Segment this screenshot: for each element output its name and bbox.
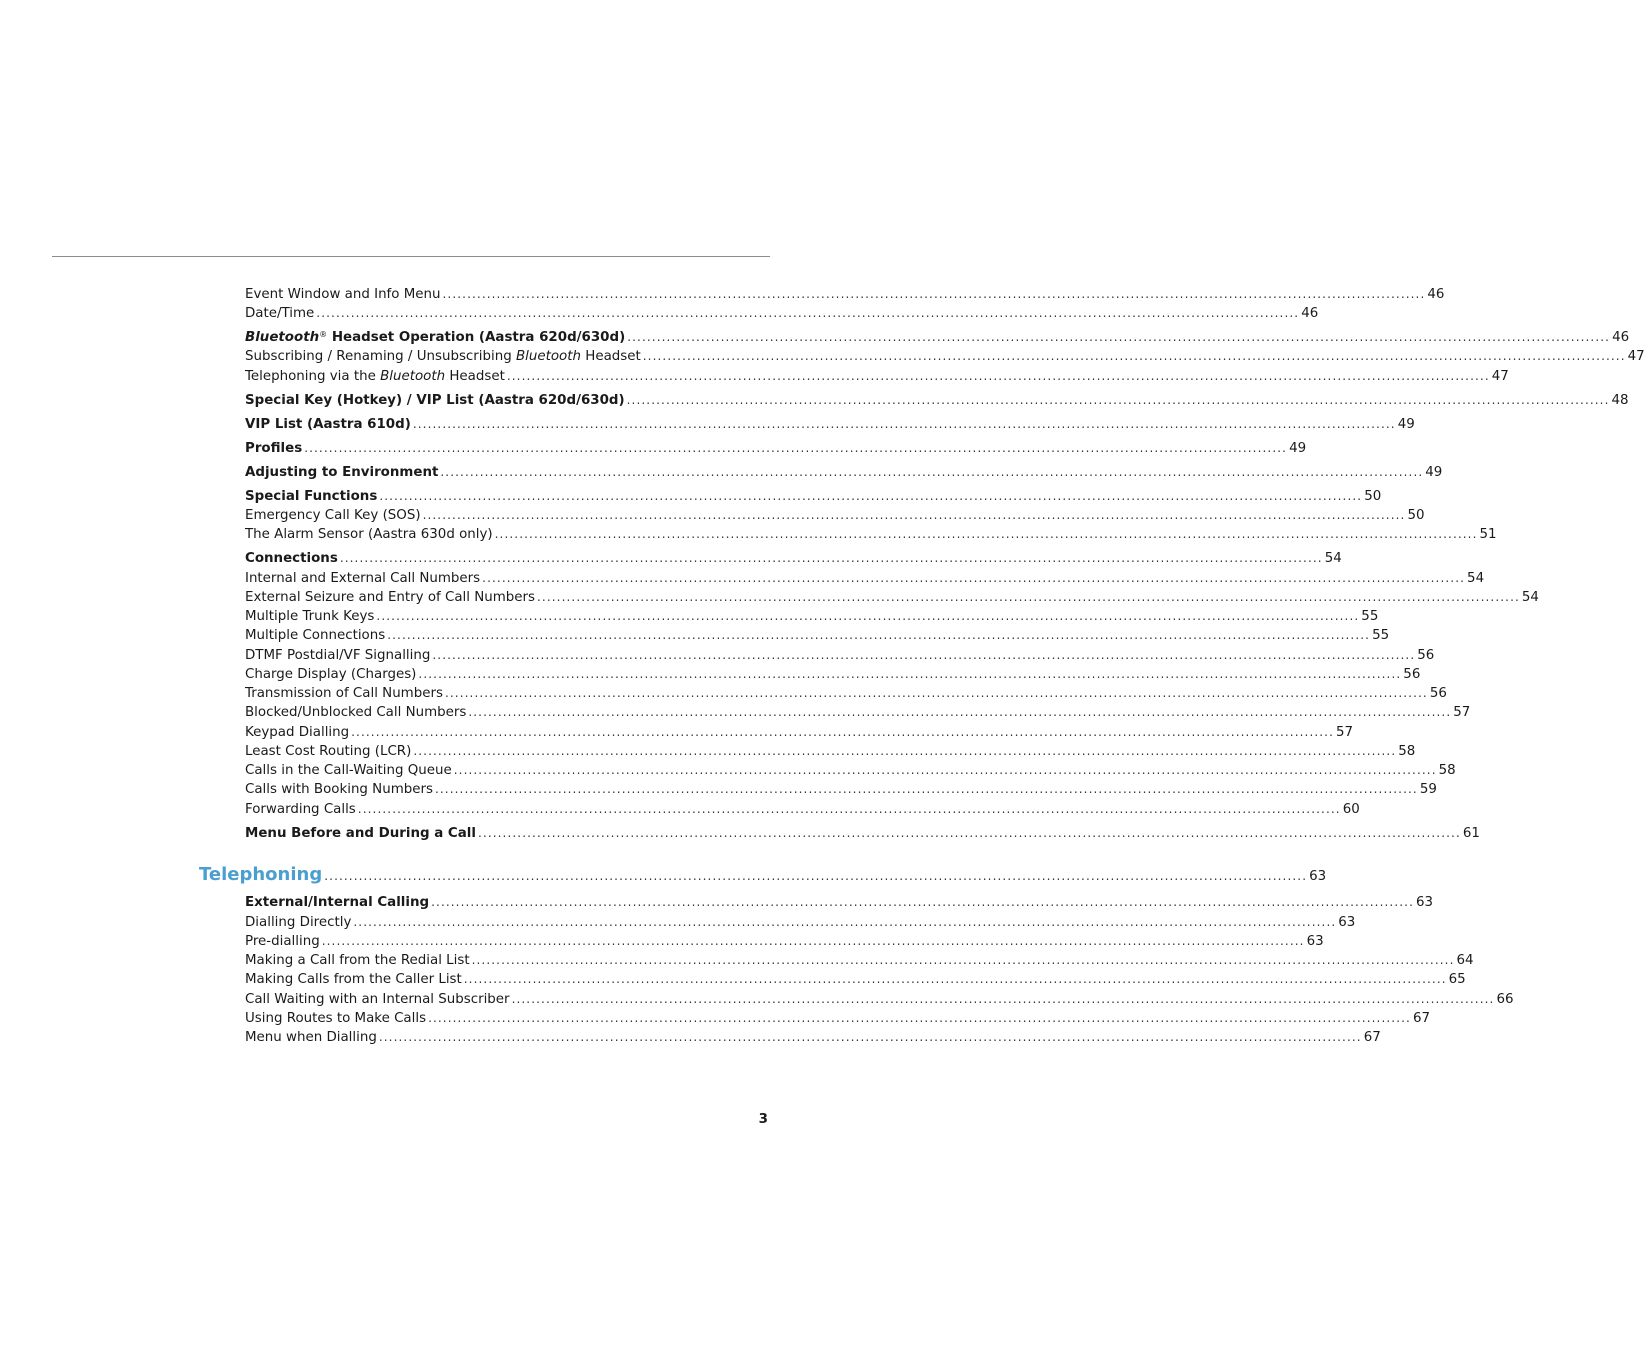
leader-dots: ........................................................................................................................................................................................................ — [316, 306, 1300, 320]
toc-entry[interactable]: Adjusting to Environment ........................................................................................................................................................................................................ 49 — [245, 465, 1443, 480]
leader-dots: ........................................................................................................................................................................................................ — [494, 527, 1478, 541]
toc-entry[interactable]: Special Key (Hotkey) / VIP List (Aastra 620d/630d) ........................................................................................................................................................................................................ 48 — [245, 393, 1629, 408]
toc-entry[interactable]: Special Functions ........................................................................................................................................................................................................ 50 — [245, 489, 1382, 504]
leader-dots: ........................................................................................................................................................................................................ — [379, 489, 1363, 503]
toc-entry[interactable]: Calls in the Call-Waiting Queue ........................................................................................................................................................................................................ 58 — [245, 763, 1456, 778]
toc-entry[interactable]: Forwarding Calls ........................................................................................................................................................................................................ 60 — [245, 802, 1360, 817]
toc-entry[interactable]: VIP List (Aastra 610d) ........................................................................................................................................................................................................ 49 — [245, 417, 1415, 432]
leader-dots: ........................................................................................................................................................................................................ — [627, 330, 1611, 344]
toc-entry[interactable]: Dialling Directly ........................................................................................................................................................................................................ 63 — [245, 915, 1356, 930]
toc-entry[interactable]: Multiple Connections ........................................................................................................................................................................................................ 55 — [245, 628, 1390, 643]
leader-dots: ........................................................................................................................................................................................................ — [351, 725, 1335, 739]
leader-dots: ........................................................................................................................................................................................................ — [463, 972, 1447, 986]
leader-dots: ........................................................................................................................................................................................................ — [412, 417, 1396, 431]
toc-entry[interactable]: Blocked/Unblocked Call Numbers ........................................................................................................................................................................................................ 57 — [245, 705, 1471, 720]
toc-entry[interactable]: DTMF Postdial/VF Signalling ........................................................................................................................................................................................................ 56 — [245, 648, 1435, 663]
leader-dots: ........................................................................................................................................................................................................ — [422, 508, 1406, 522]
toc-entry[interactable]: Least Cost Routing (LCR) ........................................................................................................................................................................................................ 58 — [245, 744, 1416, 759]
leader-dots: ........................................................................................................................................................................................................ — [378, 1030, 1362, 1044]
leader-dots: ........................................................................................................................................................................................................ — [477, 826, 1461, 840]
toc-entry[interactable]: Connections ........................................................................................................................................................................................................ 54 — [245, 551, 1342, 566]
toc-entry[interactable]: The Alarm Sensor (Aastra 630d only) ........................................................................................................................................................................................................ 51 — [245, 527, 1497, 542]
leader-dots: ........................................................................................................................................................................................................ — [357, 802, 1341, 816]
toc-entry[interactable]: Menu when Dialling ........................................................................................................................................................................................................ 67 — [245, 1030, 1381, 1045]
leader-dots: ........................................................................................................................................................................................................ — [537, 590, 1520, 604]
leader-dots: ........................................................................................................................................................................................................ — [434, 782, 1418, 796]
toc-entry[interactable]: Internal and External Call Numbers ........................................................................................................................................................................................................ 54 — [245, 571, 1485, 586]
toc-entry[interactable]: Bluetooth® Headset Operation (Aastra 620d/630d) ........................................................................................................................................................................................................ 46 — [245, 330, 1630, 345]
toc-entry[interactable]: Making a Call from the Redial List ........................................................................................................................................................................................................ 64 — [245, 953, 1474, 968]
leader-dots: ........................................................................................................................................................................................................ — [321, 934, 1305, 948]
toc-entry[interactable]: Transmission of Call Numbers ........................................................................................................................................................................................................ 56 — [245, 686, 1447, 701]
toc-entry[interactable]: Making Calls from the Caller List ........................................................................................................................................................................................................ 65 — [245, 972, 1466, 987]
leader-dots: ........................................................................................................................................................................................................ — [376, 609, 1360, 623]
leader-dots: ........................................................................................................................................................................................................ — [482, 571, 1466, 585]
toc-entry[interactable]: External Seizure and Entry of Call Numbers ........................................................................................................................................................................................................ 54 — [245, 590, 1539, 605]
leader-dots: ........................................................................................................................................................................................................ — [324, 869, 1308, 883]
leader-dots: ........................................................................................................................................................................................................ — [642, 349, 1626, 363]
toc-entry[interactable]: Calls with Booking Numbers ........................................................................................................................................................................................................ 59 — [245, 782, 1437, 797]
toc-entry[interactable]: Menu Before and During a Call ........................................................................................................................................................................................................ 61 — [245, 826, 1480, 841]
leader-dots: ........................................................................................................................................................................................................ — [453, 763, 1437, 777]
leader-dots: ........................................................................................................................................................................................................ — [428, 1011, 1411, 1025]
toc-entry[interactable]: Multiple Trunk Keys ........................................................................................................................................................................................................ 55 — [245, 609, 1379, 624]
toc-entry[interactable]: Pre-dialling ........................................................................................................................................................................................................ 63 — [245, 934, 1324, 949]
leader-dots: ........................................................................................................................................................................................................ — [431, 895, 1414, 909]
toc-entry[interactable]: Call Waiting with an Internal Subscriber ........................................................................................................................................................................................................ 66 — [245, 992, 1514, 1007]
toc-entry[interactable]: Date/Time ........................................................................................................................................................................................................ 46 — [245, 306, 1319, 321]
page-number: 3 — [758, 1112, 768, 1127]
leader-dots: ........................................................................................................................................................................................................ — [506, 369, 1490, 383]
leader-dots: ........................................................................................................................................................................................................ — [440, 465, 1424, 479]
toc-entry[interactable]: Charge Display (Charges) ........................................................................................................................................................................................................ 56 — [245, 667, 1421, 682]
leader-dots: ........................................................................................................................................................................................................ — [444, 686, 1428, 700]
leader-dots: ........................................................................................................................................................................................................ — [442, 287, 1426, 301]
toc-entry[interactable]: Telephoning via the Bluetooth Headset ........................................................................................................................................................................................................ 47 — [245, 369, 1509, 384]
toc-entry[interactable]: Emergency Call Key (SOS) ........................................................................................................................................................................................................ 50 — [245, 508, 1425, 523]
leader-dots: ........................................................................................................................................................................................................ — [468, 705, 1452, 719]
leader-dots: ........................................................................................................................................................................................................ — [432, 648, 1416, 662]
leader-dots: ........................................................................................................................................................................................................ — [387, 628, 1371, 642]
toc-chapter-telephoning[interactable]: Telephoning ........................................................................................................................................................................................................ 63 — [199, 863, 768, 887]
toc-entry[interactable]: Subscribing / Renaming / Unsubscribing Bluetooth Headset ........................................................................................................................................................................................................ 47 — [245, 349, 1645, 364]
leader-dots: ........................................................................................................................................................................................................ — [339, 551, 1323, 565]
toc-entry[interactable]: Profiles ........................................................................................................................................................................................................ 49 — [245, 441, 1307, 456]
leader-dots: ........................................................................................................................................................................................................ — [471, 953, 1455, 967]
toc-entry[interactable]: Keypad Dialling ........................................................................................................................................................................................................ 57 — [245, 725, 1354, 740]
toc-entry[interactable]: External/Internal Calling ........................................................................................................................................................................................................ 63 — [245, 895, 1434, 910]
leader-dots: ........................................................................................................................................................................................................ — [418, 667, 1402, 681]
toc-entry[interactable]: Event Window and Info Menu ........................................................................................................................................................................................................ 46 — [245, 287, 1445, 302]
leader-dots: ........................................................................................................................................................................................................ — [413, 744, 1397, 758]
toc-entry[interactable]: Using Routes to Make Calls ........................................................................................................................................................................................................ 67 — [245, 1011, 1430, 1026]
leader-dots: ........................................................................................................................................................................................................ — [511, 992, 1495, 1006]
leader-dots: ........................................................................................................................................................................................................ — [626, 393, 1610, 407]
leader-dots: ........................................................................................................................................................................................................ — [304, 441, 1288, 455]
leader-dots: ........................................................................................................................................................................................................ — [353, 915, 1337, 929]
